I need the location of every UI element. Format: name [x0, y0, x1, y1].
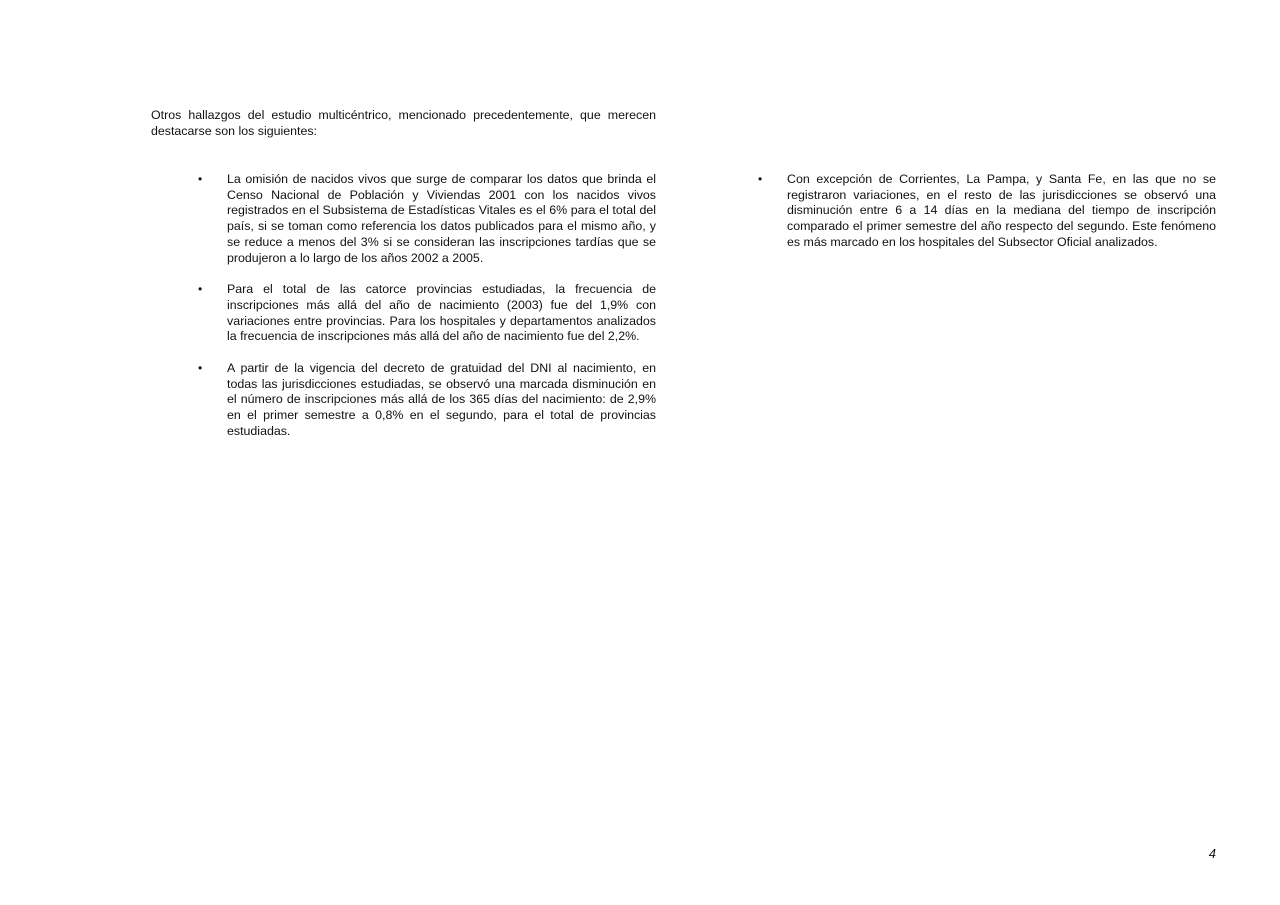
- finding-item: [196, 172, 656, 266]
- finding-text: La omisión de nacidos vivos que surge de comparar los datos que brinda el Censo Nacional de Población y Viviendas 2001 con los nacidos vivos registrados en el Subsistema de Estadísticas Vitales es el 6% para el total del país, si se toman como referencia los datos publicados para el mismo año, y se reduce a menos del 3% si se consideran las inscripciones tardías que se produjeron a lo largo de los años 2002 a 2005.: [227, 172, 656, 265]
- page-number: 4: [1208, 846, 1216, 861]
- findings-list-right: [756, 172, 1216, 267]
- findings-list-left: [196, 172, 656, 456]
- finding-text: Para el total de las catorce provincias estudiadas, la frecuencia de inscripciones más allá del año de nacimiento (2003) fue del 1,9% con variaciones entre provincias. Para los hospitales y departamentos analizados la frecuencia de inscripciones más allá del año de nacimiento fue del 2,2%.: [227, 282, 656, 344]
- finding-item: [196, 361, 656, 440]
- bullet-icon: •: [198, 282, 203, 297]
- bullet-icon: •: [198, 361, 203, 376]
- finding-item: [196, 282, 656, 345]
- bullet-icon: •: [758, 172, 763, 186]
- finding-text: A partir de la vigencia del decreto de gratuidad del DNI al nacimiento, en todas las jurisdicciones estudiadas, se observó una marcada disminución en el número de inscripciones más allá de los 365 días del nacimiento: de 2,9% en el primer semestre a 0,8% en el segundo, para el total de provincias estudiadas.: [227, 361, 656, 438]
- intro-paragraph: Otros hallazgos del estudio multicéntrico, mencionado precedentemente, que merecen destacarse son los siguientes:: [151, 108, 656, 138]
- finding-text: Con excepción de Corrientes, La Pampa, y Santa Fe, en las que no se registraron variaciones, en el resto de las jurisdicciones se observó una disminución entre 6 a 14 días en la mediana del tiempo de inscripción comparado el primer semestre del año respecto del segundo. Este fenómeno es más marcado en los hospitales del Subsector Oficial analizados.: [787, 172, 1216, 249]
- finding-item: [756, 172, 1216, 251]
- bullet-icon: •: [198, 172, 203, 186]
